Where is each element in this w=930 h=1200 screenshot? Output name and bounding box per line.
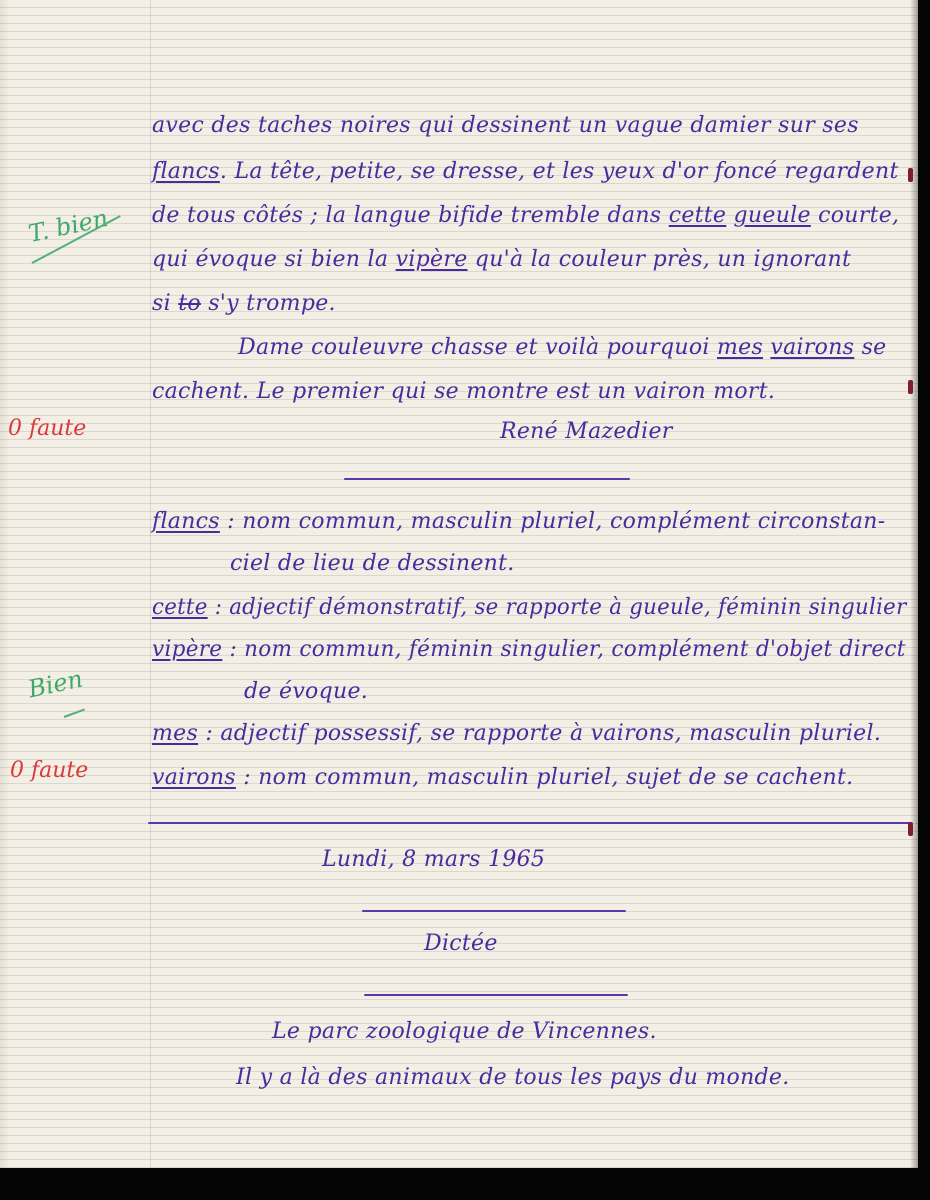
grade-note-bottom: Bien [25, 664, 86, 704]
analysis-mes: mes : adjectif possessif, se rapporte à vairons, masculin pluriel. [152, 721, 882, 746]
edge-mark-3 [908, 822, 913, 836]
grade-stroke-bottom [64, 709, 85, 718]
separator-rule-1 [344, 478, 630, 480]
analysis-vipere-cont: de évoque. [244, 679, 369, 704]
separator-rule-2 [362, 910, 626, 912]
text-line-4: qui évoque si bien la vipère qu'à la couleur près, un ignorant [152, 247, 852, 272]
analysis-flancs: flancs : nom commun, masculin pluriel, complément circonstan- [152, 509, 886, 534]
analysis-vairons: vairons : nom commun, masculin pluriel, sujet de se cachent. [152, 765, 854, 790]
fault-note-bottom: 0 faute [10, 758, 89, 783]
date-line: Lundi, 8 mars 1965 [322, 847, 546, 872]
analysis-vipere: vipère : nom commun, féminin singulier, complément d'objet direct [152, 637, 906, 662]
text-line-2: flancs. La tête, petite, se dresse, et les yeux d'or foncé regardent [152, 159, 899, 184]
text-line-6: Dame couleuvre chasse et voilà pourquoi mes vairons se [238, 335, 887, 360]
grade-note-top: T. bien [25, 203, 111, 249]
separator-rule-long [148, 822, 910, 824]
margin-line [150, 0, 151, 1168]
text-line-3: de tous côtés ; la langue bifide tremble dans cette gueule courte, [152, 203, 900, 228]
fault-note-top: 0 faute [8, 416, 87, 441]
text-line-1: avec des taches noires qui dessinent un vague damier sur ses [152, 113, 859, 138]
text-line-7: cachent. Le premier qui se montre est un vairon mort. [152, 379, 776, 404]
edge-mark-2 [908, 380, 913, 394]
author-signature: René Mazedier [500, 419, 673, 444]
edge-mark-1 [908, 168, 913, 182]
dictation-title: Le parc zoologique de Vincennes. [272, 1019, 657, 1044]
dictation-line-1: Il y a là des animaux de tous les pays du monde. [236, 1065, 790, 1090]
analysis-flancs-cont: ciel de lieu de dessinent. [230, 551, 515, 576]
analysis-cette: cette : adjectif démonstratif, se rapporte à gueule, féminin singulier [152, 595, 907, 620]
separator-rule-3 [364, 994, 628, 996]
dictation-heading: Dictée [424, 931, 498, 956]
text-line-5: si to s'y trompe. [152, 291, 336, 316]
